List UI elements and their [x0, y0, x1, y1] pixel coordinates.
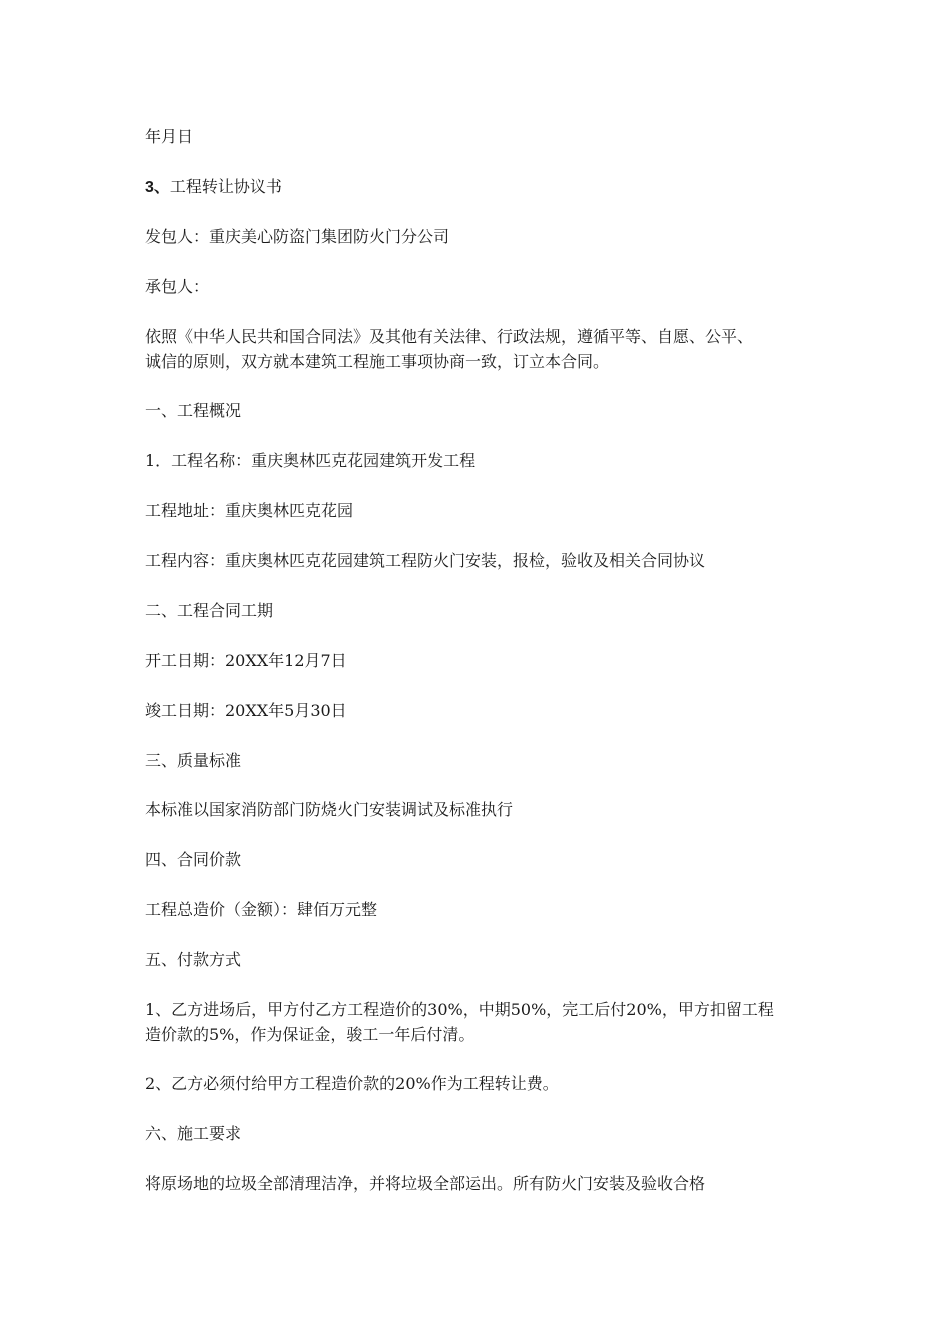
- employer-line: 发包人：重庆美心防盗门集团防火门分公司: [145, 227, 450, 246]
- date-line: 年月日: [145, 127, 194, 146]
- heading-contract-price: 四、合同价款: [145, 850, 242, 869]
- payment-clause-line: 1、乙方进场后，甲方付乙方工程造价的30%，中期50%，完工后付20%，甲方扣留工程: [145, 1000, 774, 1019]
- section-title: 工程转让协议书: [169, 177, 282, 196]
- payment-clause-line: 造价款的5%，作为保证金，骏工一年后付清。: [145, 1025, 475, 1044]
- heading-contract-period: 二、工程合同工期: [145, 601, 274, 620]
- project-name: 1．工程名称：重庆奥林匹克花园建筑开发工程: [145, 451, 476, 470]
- heading-project-overview: 一、工程概况: [145, 401, 242, 420]
- price-text: 工程总造价（金额）：肆佰万元整: [145, 900, 378, 919]
- quality-text: 本标准以国家消防部门防烧火门安装调试及标准执行: [145, 800, 514, 819]
- project-address: 工程地址：重庆奥林匹克花园: [145, 501, 354, 520]
- section-heading: [145, 174, 815, 200]
- contractor-line: 承包人：: [145, 277, 210, 296]
- project-content: 工程内容：重庆奥林匹克花园建筑工程防火门安装，报检，验收及相关合同协议: [145, 551, 706, 570]
- heading-construction-requirements: 六、施工要求: [145, 1124, 242, 1143]
- preamble-line: 依照《中华人民共和国合同法》及其他有关法律、行政法规，遵循平等、自愿、公平、: [145, 327, 754, 346]
- heading-payment-method: 五、付款方式: [145, 950, 242, 969]
- preamble-paragraph: [145, 324, 815, 374]
- heading-quality-standard: 三、质量标准: [145, 751, 242, 770]
- preamble-line: 诚信的原则，双方就本建筑工程施工事项协商一致，订立本合同。: [145, 352, 610, 371]
- start-date: 开工日期：20XX年12月7日: [145, 651, 347, 670]
- payment-clause-1: [145, 997, 815, 1047]
- section-number: 3、: [145, 179, 170, 196]
- payment-clause-2: 2、乙方必须付给甲方工程造价款的20%作为工程转让费。: [145, 1074, 559, 1093]
- construction-text: 将原场地的垃圾全部清理洁净，并将垃圾全部运出。所有防火门安装及验收合格: [145, 1174, 706, 1193]
- end-date: 竣工日期：20XX年5月30日: [145, 701, 347, 720]
